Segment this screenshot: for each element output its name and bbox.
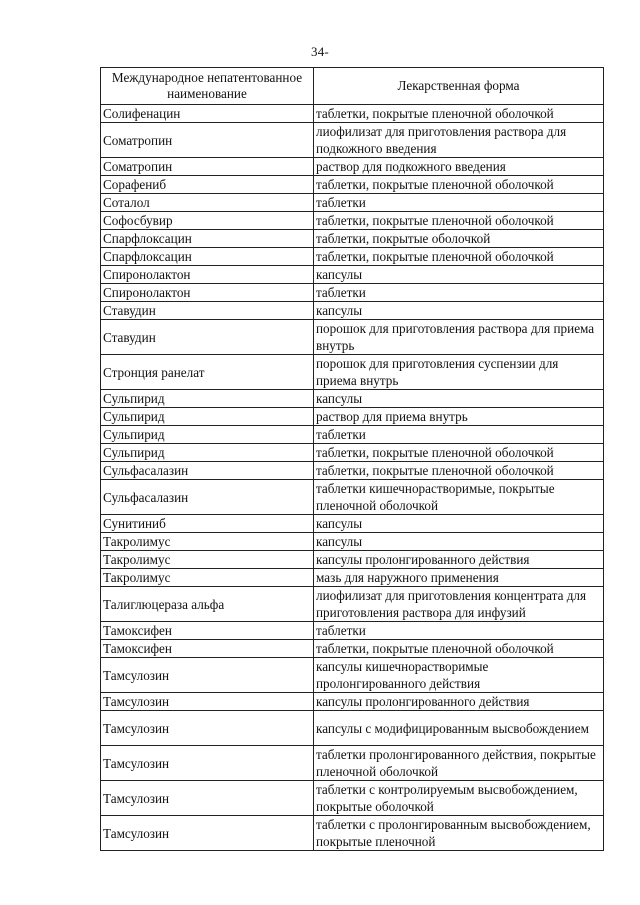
drug-name: Сульпирид: [101, 426, 314, 444]
table-row: [101, 123, 604, 158]
table-row: [101, 515, 604, 533]
dosage-form: капсулы кишечнорастворимые пролонгированного действия: [314, 658, 604, 693]
dosage-form: таблетки с контролируемым высвобождением, покрытые оболочкой: [314, 781, 604, 816]
table-row: [101, 658, 604, 693]
dosage-form: капсулы: [314, 266, 604, 284]
dosage-form: таблетки, покрытые пленочной оболочкой: [314, 462, 604, 480]
table-row: [101, 533, 604, 551]
table-row: [101, 194, 604, 212]
drug-list-table: [100, 67, 604, 851]
table-row: [101, 266, 604, 284]
table-row: [101, 622, 604, 640]
drug-name: Тамсулозин: [101, 781, 314, 816]
dosage-form: раствор для приема внутрь: [314, 408, 604, 426]
table-row: [101, 302, 604, 320]
drug-name: Софосбувир: [101, 212, 314, 230]
dosage-form: таблетки пролонгированного действия, покрытые пленочной оболочкой: [314, 746, 604, 781]
table-row: [101, 426, 604, 444]
drug-name: Сульпирид: [101, 408, 314, 426]
header-dosage-form: Лекарственная форма: [314, 68, 604, 105]
drug-name: Такролимус: [101, 533, 314, 551]
drug-name: Такролимус: [101, 551, 314, 569]
drug-name: Тамоксифен: [101, 640, 314, 658]
dosage-form: лиофилизат для приготовления раствора для подкожного введения: [314, 123, 604, 158]
dosage-form: капсулы пролонгированного действия: [314, 693, 604, 711]
dosage-form: капсулы: [314, 533, 604, 551]
drug-name: Такролимус: [101, 569, 314, 587]
table-row: [101, 444, 604, 462]
dosage-form: таблетки, покрытые пленочной оболочкой: [314, 212, 604, 230]
dosage-form: капсулы: [314, 390, 604, 408]
drug-name: Спарфлоксацин: [101, 248, 314, 266]
dosage-form: таблетки, покрытые пленочной оболочкой: [314, 176, 604, 194]
drug-name: Сульфасалазин: [101, 480, 314, 515]
dosage-form: порошок для приготовления суспензии для приема внутрь: [314, 355, 604, 390]
drug-name: Спиронолактон: [101, 284, 314, 302]
drug-name: Сорафениб: [101, 176, 314, 194]
dosage-form: таблетки, покрытые пленочной оболочкой: [314, 444, 604, 462]
drug-name: Соматропин: [101, 123, 314, 158]
drug-name: Сульпирид: [101, 444, 314, 462]
dosage-form: таблетки с пролонгированным высвобождением, покрытые пленочной: [314, 816, 604, 851]
table-row: [101, 693, 604, 711]
table-row: [101, 781, 604, 816]
drug-name: Соматропин: [101, 158, 314, 176]
dosage-form: таблетки, покрытые пленочной оболочкой: [314, 248, 604, 266]
table-row: [101, 711, 604, 746]
dosage-form: мазь для наружного применения: [314, 569, 604, 587]
page-number: 34-: [311, 44, 329, 59]
header-inn: Международное непатентованное наименование: [101, 68, 314, 105]
dosage-form: капсулы: [314, 302, 604, 320]
table-row: [101, 355, 604, 390]
table-row: [101, 480, 604, 515]
table-row: [101, 408, 604, 426]
drug-name: Сунитиниб: [101, 515, 314, 533]
table-row: [101, 587, 604, 622]
table-row: [101, 746, 604, 781]
dosage-form: капсулы с модифицированным высвобождением: [314, 711, 604, 746]
table-row: [101, 248, 604, 266]
table-row: [101, 816, 604, 851]
dosage-form: таблетки, покрытые пленочной оболочкой: [314, 105, 604, 123]
dosage-form: порошок для приготовления раствора для приема внутрь: [314, 320, 604, 355]
dosage-form: таблетки, покрытые пленочной оболочкой: [314, 640, 604, 658]
dosage-form: таблетки, покрытые оболочкой: [314, 230, 604, 248]
drug-name: Спарфлоксацин: [101, 230, 314, 248]
dosage-form: таблетки: [314, 622, 604, 640]
table-row: [101, 230, 604, 248]
table-row: [101, 551, 604, 569]
table-row: [101, 640, 604, 658]
dosage-form: таблетки: [314, 194, 604, 212]
drug-name: Стронция ранелат: [101, 355, 314, 390]
table-row: [101, 462, 604, 480]
dosage-form: таблетки: [314, 284, 604, 302]
drug-name: Сульпирид: [101, 390, 314, 408]
dosage-form: раствор для подкожного введения: [314, 158, 604, 176]
table-row: [101, 569, 604, 587]
drug-name: Тамсулозин: [101, 658, 314, 693]
drug-name: Тамсулозин: [101, 746, 314, 781]
dosage-form: капсулы: [314, 515, 604, 533]
table-row: [101, 212, 604, 230]
table-row: [101, 105, 604, 123]
drug-name: Тамсулозин: [101, 693, 314, 711]
table-row: [101, 158, 604, 176]
table-header-row: [101, 68, 604, 105]
drug-name: Тамоксифен: [101, 622, 314, 640]
table-row: [101, 284, 604, 302]
dosage-form: таблетки кишечнорастворимые, покрытые пленочной оболочкой: [314, 480, 604, 515]
drug-name: Соталол: [101, 194, 314, 212]
drug-name: Солифенацин: [101, 105, 314, 123]
table-row: [101, 320, 604, 355]
drug-name: Тамсулозин: [101, 711, 314, 746]
dosage-form: таблетки: [314, 426, 604, 444]
table-row: [101, 176, 604, 194]
drug-name: Ставудин: [101, 302, 314, 320]
dosage-form: лиофилизат для приготовления концентрата для приготовления раствора для инфузий: [314, 587, 604, 622]
drug-name: Талиглюцераза альфа: [101, 587, 314, 622]
drug-name: Тамсулозин: [101, 816, 314, 851]
drug-name: Ставудин: [101, 320, 314, 355]
dosage-form: капсулы пролонгированного действия: [314, 551, 604, 569]
drug-name: Сульфасалазин: [101, 462, 314, 480]
table-row: [101, 390, 604, 408]
drug-name: Спиронолактон: [101, 266, 314, 284]
